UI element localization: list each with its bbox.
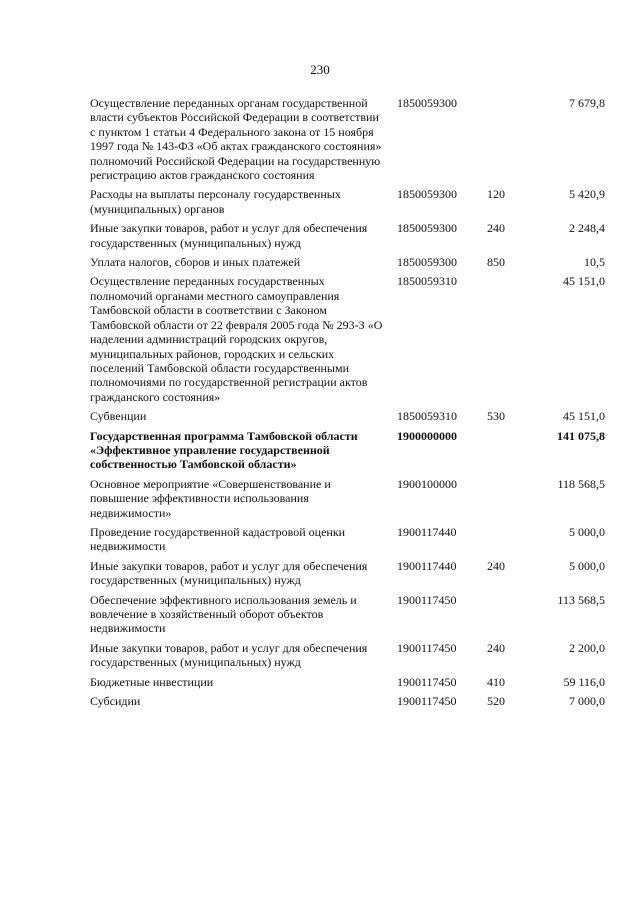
row-target-code: 1900117440 bbox=[397, 558, 457, 573]
table-row bbox=[90, 559, 610, 588]
row-amount: 45 151,0 bbox=[563, 409, 605, 424]
row-amount: 5 000,0 bbox=[569, 558, 605, 573]
row-target-code: 1850059300 bbox=[397, 255, 457, 270]
row-target-code: 1850059300 bbox=[397, 221, 457, 236]
row-target-code: 1900117450 bbox=[397, 694, 457, 709]
budget-table bbox=[90, 96, 610, 713]
row-expense-type: 240 bbox=[487, 221, 505, 236]
row-target-code: 1850059300 bbox=[397, 187, 457, 202]
row-amount: 2 248,4 bbox=[569, 221, 605, 236]
row-target-code: 1850059300 bbox=[397, 96, 457, 110]
row-amount: 10,5 bbox=[584, 255, 605, 270]
row-amount: 141 075,8 bbox=[557, 428, 605, 443]
row-description: Иные закупки товаров, работ и услуг для обеспечения государственных (муниципальных) нужд bbox=[90, 640, 368, 670]
row-expense-type: 410 bbox=[487, 674, 505, 689]
row-target-code: 1900000000 bbox=[397, 428, 457, 443]
row-description: Основное мероприятие «Совершенствование и повышение эффективности использования недвижимости» bbox=[90, 476, 331, 520]
row-description: Бюджетные инвестиции bbox=[90, 674, 214, 689]
row-amount: 7 000,0 bbox=[569, 694, 605, 709]
row-target-code: 1900117450 bbox=[397, 674, 457, 689]
row-amount: 45 151,0 bbox=[563, 274, 605, 289]
table-row bbox=[90, 221, 610, 250]
table-row bbox=[90, 96, 610, 182]
row-target-code: 1900117450 bbox=[397, 592, 457, 607]
row-target-code: 1900100000 bbox=[397, 476, 457, 491]
row-description: Государственная программа Тамбовской области «Эффективное управление государственной собственностью Тамбовской области» bbox=[90, 428, 358, 472]
table-row bbox=[90, 593, 610, 636]
row-description: Уплата налогов, сборов и иных платежей bbox=[90, 255, 301, 270]
row-expense-type: 850 bbox=[487, 255, 505, 270]
row-expense-type: 240 bbox=[487, 640, 505, 655]
row-expense-type: 530 bbox=[487, 409, 505, 424]
row-amount: 59 116,0 bbox=[563, 674, 605, 689]
row-target-code: 1850059310 bbox=[397, 409, 457, 424]
row-description: Осуществление переданных органам государственной власти субъектов Российской Федерации в соответствии с пунктом 1 статьи 4 Федерального закона от 15 ноября 1997 года № 143-ФЗ «Об актах гражданского состояния» полномочий Российской Федерации на государственную регистрацию актов гражданского состояния bbox=[90, 96, 382, 183]
table-row bbox=[90, 525, 610, 554]
row-description: Проведение государственной кадастровой оценки недвижимости bbox=[90, 524, 346, 554]
row-description: Иные закупки товаров, работ и услуг для обеспечения государственных (муниципальных) нужд bbox=[90, 558, 368, 588]
table-row bbox=[90, 187, 610, 216]
row-amount: 7 679,8 bbox=[569, 96, 605, 110]
row-expense-type: 240 bbox=[487, 558, 505, 573]
row-target-code: 1850059310 bbox=[397, 274, 457, 289]
row-amount: 118 568,5 bbox=[557, 476, 605, 491]
row-description: Субсидии bbox=[90, 694, 141, 709]
table-row bbox=[90, 675, 610, 689]
row-description: Расходы на выплаты персоналу государственных (муниципальных) органов bbox=[90, 187, 341, 216]
table-row bbox=[90, 274, 610, 404]
row-description: Осуществление переданных государственных полномочий органами местного самоуправления Тамбовской области в соответствии с Законом Тамбовской области от 22 февраля 2005 года № 293-З «О наделении администраций городских округов, муниципальных районов, городских и сельских поселений Тамбовской области государственными полномочиями по государственной регистрации актов гражданского состояния» bbox=[90, 274, 383, 404]
table-row bbox=[90, 641, 610, 670]
row-amount: 2 200,0 bbox=[569, 640, 605, 655]
row-amount: 5 000,0 bbox=[569, 524, 605, 539]
table-row bbox=[90, 409, 610, 423]
table-row bbox=[90, 694, 610, 708]
row-description: Иные закупки товаров, работ и услуг для обеспечения государственных (муниципальных) нужд bbox=[90, 221, 368, 250]
row-description: Субвенции bbox=[90, 409, 147, 424]
page-number: 230 bbox=[310, 62, 330, 77]
row-target-code: 1900117450 bbox=[397, 640, 457, 655]
row-expense-type: 120 bbox=[487, 187, 505, 202]
table-row bbox=[90, 255, 610, 269]
table-row bbox=[90, 429, 610, 472]
row-amount: 5 420,9 bbox=[569, 187, 605, 202]
row-expense-type: 520 bbox=[487, 694, 505, 709]
row-target-code: 1900117440 bbox=[397, 524, 457, 539]
row-amount: 113 568,5 bbox=[557, 592, 605, 607]
row-description: Обеспечение эффективного использования земель и вовлечение в хозяйственный оборот объектов недвижимости bbox=[90, 592, 357, 636]
table-row bbox=[90, 477, 610, 520]
